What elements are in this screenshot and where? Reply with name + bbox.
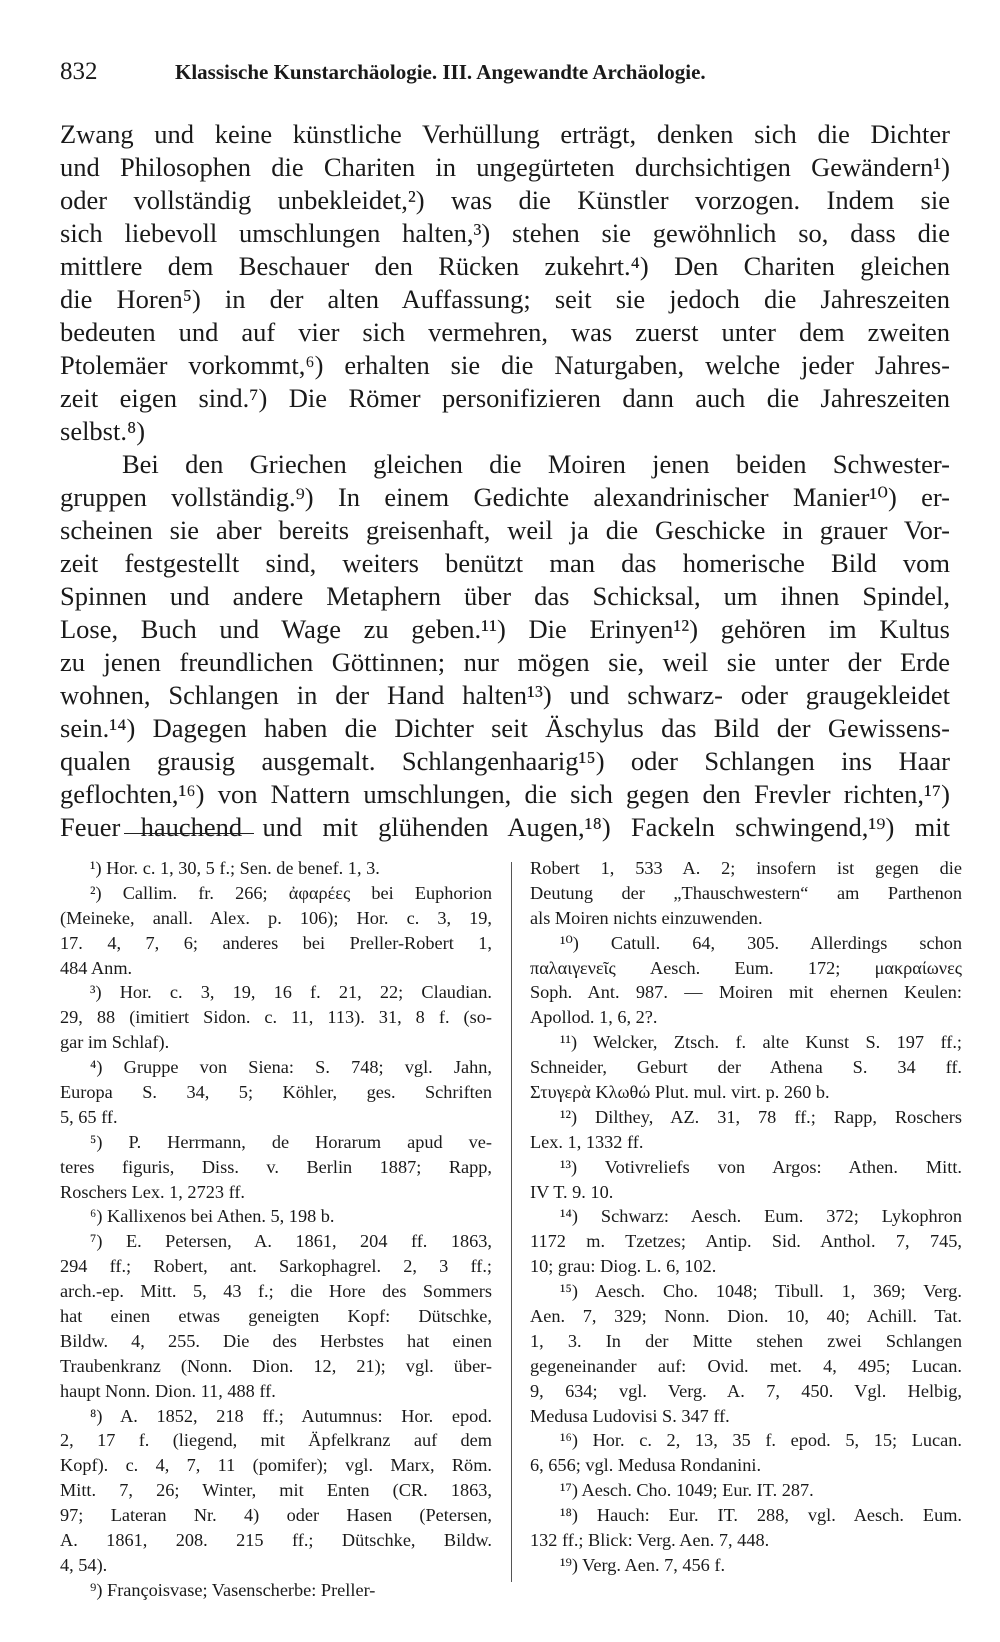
text-line: selbst.⁸) <box>60 416 146 446</box>
footnote-line: ⁷) E. Petersen, A. 1861, 204 ff. 1863, <box>90 1231 492 1252</box>
footnote-line: 1172 m. Tzetzes; Antip. Sid. Anthol. 7, 745, <box>530 1231 962 1252</box>
footnote-line: Mitt. 7, 26; Winter, mit Enten (CR. 1863, <box>60 1480 492 1501</box>
text-line: sein.¹⁴) Dagegen haben die Dichter seit Äschylus das Bild der Gewissens- <box>60 713 950 743</box>
page-number: 832 <box>60 58 98 85</box>
main-text <box>60 118 950 844</box>
footnote-line: Bildw. 4, 255. Die des Herbstes hat einen <box>60 1330 492 1351</box>
footnote-line: ¹⁹) Verg. Aen. 7, 456 f. <box>560 1554 726 1575</box>
footnote-line: haupt Nonn. Dion. 11, 488 ff. <box>60 1380 276 1401</box>
footnote-line: teres figuris, Diss. v. Berlin 1887; Rapp, <box>60 1156 492 1177</box>
column-divider <box>511 862 512 1582</box>
footnote-line: ²) Callim. fr. 266; ἀφαρέες bei Euphorion <box>90 882 492 903</box>
footnote-line: 1, 3. In der Mitte stehen zwei Schlangen <box>530 1330 962 1351</box>
text-line: Feuer hauchend und mit glühenden Augen,¹⁸) Fackeln schwingend,¹⁹) mit <box>60 812 950 842</box>
running-title: Klassische Kunstarchäologie. III. Angewandte Archäologie. <box>175 60 706 84</box>
footnote-line: 484 Anm. <box>60 957 133 978</box>
footnote-line: ¹²) Dilthey, AZ. 31, 78 ff.; Rapp, Roschers <box>560 1106 962 1127</box>
footnote-line: hat einen etwas geneigten Kopf: Dütschke, <box>60 1306 492 1327</box>
text-line: wohnen, Schlangen in der Hand halten¹³) und schwarz- oder graugekleidet <box>60 680 950 710</box>
footnote-line: 2, 17 f. (liegend, mit Äpfelkranz auf dem <box>60 1430 492 1451</box>
text-line: und Philosophen die Chariten in ungegürteten durchsichtigen Gewändern¹) <box>60 152 950 182</box>
footnote-line: Roschers Lex. 1, 2723 ff. <box>60 1181 245 1202</box>
footnote-line: ¹¹) Welcker, Ztsch. f. alte Kunst S. 197 ff.; <box>560 1032 962 1053</box>
text-line: zeit eigen sind.⁷) Die Römer personifizieren dann auch die Jahreszeiten <box>60 383 950 413</box>
footnote-line: Robert 1, 533 A. 2; insofern ist gegen die <box>530 858 962 878</box>
footnote-line: ¹⁸) Hauch: Eur. IT. 288, vgl. Aesch. Eum. <box>560 1505 962 1526</box>
footnote-line: ⁸) A. 1852, 218 ff.; Autumnus: Hor. epod. <box>90 1405 492 1426</box>
footnote-line: Kopf). c. 4, 7, 11 (pomifer); vgl. Marx, Röm. <box>60 1455 492 1476</box>
text-line: sich liebevoll umschlungen halten,³) stehen sie gewöhnlich so, dass die <box>60 218 950 248</box>
text-line: gruppen vollständig.⁹) In einem Gedichte alexandrinischer Manier¹⁰) er- <box>60 482 950 512</box>
footnote-line: Apollod. 1, 6, 2?. <box>530 1007 658 1028</box>
footnote-line: ¹⁴) Schwarz: Aesch. Eum. 372; Lykophron <box>560 1206 962 1227</box>
footnote-line: ¹) Hor. c. 1, 30, 5 f.; Sen. de benef. 1, 3. <box>90 858 380 878</box>
footnote-line: ¹³) Votivreliefs von Argos: Athen. Mitt. <box>560 1156 962 1177</box>
footnote-line: arch.-ep. Mitt. 5, 43 f.; die Hore des Sommers <box>60 1281 492 1302</box>
text-line: scheinen sie aber bereits greisenhaft, weil ja die Geschicke in grauer Vor- <box>60 515 950 545</box>
text-line: zu jenen freundlichen Göttinnen; nur mögen sie, weil sie unter der Erde <box>60 647 950 677</box>
footnote-line: Soph. Ant. 987. — Moiren mit ehernen Keulen: <box>530 982 962 1003</box>
text-line: die Horen⁵) in der alten Auffassung; seit sie jedoch die Jahreszeiten <box>60 284 950 314</box>
text-line: Ptolemäer vorkommt,⁶) erhalten sie die Naturgaben, welche jeder Jahres- <box>60 350 950 380</box>
footnote-line: ⁵) P. Herrmann, de Horarum apud ve- <box>90 1131 492 1152</box>
footnote-line: Aen. 7, 329; Nonn. Dion. 10, 40; Achill. Tat. <box>530 1306 962 1327</box>
footnote-line: Traubenkranz (Nonn. Dion. 12, 21); vgl. über- <box>60 1355 492 1376</box>
footnote-line: ¹⁵) Aesch. Cho. 1048; Tibull. 1, 369; Verg. <box>560 1281 962 1302</box>
footnote-line: ¹⁷) Aesch. Cho. 1049; Eur. IT. 287. <box>560 1480 814 1501</box>
footnote-line: ¹⁰) Catull. 64, 305. Allerdings schon <box>560 932 962 953</box>
footnote-line: als Moiren nichts einzuwenden. <box>530 907 763 928</box>
footnote-line: 29, 88 (imitiert Sidon. c. 11, 113). 31, 8 f. (so- <box>60 1007 492 1028</box>
footnote-line: Deutung der „Thauschwestern“ am Parthenon <box>530 882 962 903</box>
footnote-line: Medusa Ludovisi S. 347 ff. <box>530 1405 730 1426</box>
text-line: bedeuten und auf vier sich vermehren, was zuerst unter dem zweiten <box>60 317 950 347</box>
footnote-line: 97; Lateran Nr. 4) oder Hasen (Petersen, <box>60 1505 492 1526</box>
footnote-line: Europa S. 34, 5; Köhler, ges. Schriften <box>60 1082 492 1103</box>
text-line: geflochten,¹⁶) von Nattern umschlungen, die sich gegen den Frevler richten,¹⁷) <box>60 779 950 809</box>
text-line: Lose, Buch und Wage zu geben.¹¹) Die Erinyen¹²) gehören im Kultus <box>60 614 950 644</box>
page-header <box>60 56 940 90</box>
footnote-line: 9, 634; vgl. Verg. A. 7, 450. Vgl. Helbig, <box>530 1380 962 1401</box>
footnote-line: ¹⁶) Hor. c. 2, 13, 35 f. epod. 5, 15; Lucan. <box>560 1430 962 1451</box>
text-line: Spinnen und andere Metaphern über das Schicksal, um ihnen Spindel, <box>60 581 950 611</box>
text-line: Zwang und keine künstliche Verhüllung erträgt, denken sich die Dichter <box>60 119 950 149</box>
footnote-line: Schneider, Geburt der Athena S. 34 ff. <box>530 1057 962 1078</box>
footnote-line: 294 ff.; Robert, ant. Sarkophagrel. 2, 3 ff.; <box>60 1256 492 1277</box>
footnote-line: Lex. 1, 1332 ff. <box>530 1131 644 1152</box>
footnotes-left-column <box>60 856 492 1603</box>
footnote-line: 17. 4, 7, 6; anderes bei Preller-Robert 1, <box>60 932 492 953</box>
text-line: zeit festgestellt sind, weiters benützt man das homerische Bild vom <box>60 548 950 578</box>
footnote-line: 132 ff.; Blick: Verg. Aen. 7, 448. <box>530 1530 770 1551</box>
text-line: qualen grausig ausgemalt. Schlangenhaarig¹⁵) oder Schlangen ins Haar <box>60 746 950 776</box>
footnote-line: 5, 65 ff. <box>60 1106 118 1127</box>
footnote-line: 4, 54). <box>60 1554 108 1575</box>
footnotes-right-column <box>530 856 962 1578</box>
footnote-line: 10; grau: Diog. L. 6, 102. <box>530 1256 717 1277</box>
footnote-line: A. 1861, 208. 215 ff.; Dütschke, Bildw. <box>60 1530 492 1551</box>
footnote-line: gegeneinander auf: Ovid. met. 4, 495; Lucan. <box>530 1355 962 1376</box>
footnote-line: gar im Schlaf). <box>60 1032 170 1053</box>
footnote-line: ³) Hor. c. 3, 19, 16 f. 21, 22; Claudian. <box>90 982 492 1003</box>
footnote-line: παλαιγενεῖς Aesch. Eum. 172; μακραίωνες <box>530 957 962 978</box>
footnote-line: 6, 656; vgl. Medusa Rondanini. <box>530 1455 762 1476</box>
footnote-line: ⁶) Kallixenos bei Athen. 5, 198 b. <box>90 1206 335 1227</box>
text-line: mittlere dem Beschauer den Rücken zukehrt.⁴) Den Chariten gleichen <box>60 251 950 281</box>
footnote-line: IV T. 9. 10. <box>530 1181 614 1202</box>
text-line: oder vollständig unbekleidet,²) was die Künstler vorzogen. Indem sie <box>60 185 950 215</box>
footnote-separator <box>124 833 254 834</box>
footnote-line: ⁹) Françoisvase; Vasenscherbe: Preller- <box>90 1579 376 1600</box>
footnote-line: ⁴) Gruppe von Siena: S. 748; vgl. Jahn, <box>90 1057 492 1078</box>
text-line: Bei den Griechen gleichen die Moiren jenen beiden Schwester- <box>122 449 950 479</box>
footnote-line: Στυγερὰ Κλωθώ Plut. mul. virt. p. 260 b. <box>530 1082 830 1103</box>
footnote-line: (Meineke, anall. Alex. p. 106); Hor. c. 3, 19, <box>60 907 492 928</box>
